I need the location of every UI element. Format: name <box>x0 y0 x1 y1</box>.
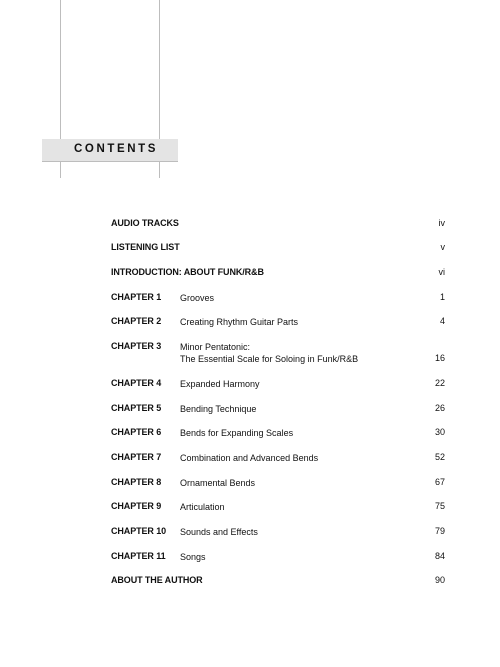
toc-page: 52 <box>434 452 445 462</box>
toc-label: CHAPTER 1 <box>111 292 162 302</box>
toc-label: INTRODUCTION: ABOUT FUNK/R&B <box>111 267 264 277</box>
toc-title: Grooves <box>180 293 215 303</box>
toc-title: Bending Technique <box>180 404 257 414</box>
toc-label: CHAPTER 11 <box>111 551 166 561</box>
toc-title: Songs <box>180 552 206 562</box>
toc-page: 30 <box>434 427 445 437</box>
toc-title: Creating Rhythm Guitar Parts <box>180 317 299 327</box>
toc-page: vi <box>438 267 445 277</box>
toc-title: Articulation <box>180 502 225 512</box>
toc-title: Minor Pentatonic: <box>180 342 251 352</box>
toc-label: CHAPTER 6 <box>111 427 162 437</box>
toc-label: ABOUT THE AUTHOR <box>111 575 203 585</box>
toc-label: LISTENING LIST <box>111 242 180 252</box>
toc-label: CHAPTER 5 <box>111 403 162 413</box>
toc-page: 84 <box>434 551 445 561</box>
toc-title: Combination and Advanced Bends <box>180 453 319 463</box>
toc-page: 1 <box>439 292 445 302</box>
bottom-horizontal-rule <box>42 161 178 162</box>
toc-page: 22 <box>434 378 445 388</box>
toc-title: Bends for Expanding Scales <box>180 428 294 438</box>
toc-label: CHAPTER 10 <box>111 526 167 536</box>
toc-page: 26 <box>434 403 445 413</box>
toc-label: CHAPTER 3 <box>111 341 162 351</box>
toc-label: AUDIO TRACKS <box>111 218 179 228</box>
toc-page: 90 <box>434 575 445 585</box>
toc-page: 67 <box>434 477 445 487</box>
toc-title: Ornamental Bends <box>180 478 256 488</box>
toc-page: 4 <box>439 316 445 326</box>
toc-label: CHAPTER 2 <box>111 316 162 326</box>
toc-page: 75 <box>434 501 445 511</box>
toc-title-line-2: The Essential Scale for Soloing in Funk/R&B <box>180 354 359 364</box>
toc-label: CHAPTER 4 <box>111 378 162 388</box>
contents-heading: CONTENTS <box>74 143 159 155</box>
toc-page: v <box>440 242 445 252</box>
toc-title: Sounds and Effects <box>180 527 258 537</box>
toc-label: CHAPTER 7 <box>111 452 162 462</box>
toc-page: 79 <box>434 526 445 536</box>
toc-label: CHAPTER 8 <box>111 477 162 487</box>
toc-page: iv <box>438 218 445 228</box>
toc-label: CHAPTER 9 <box>111 501 162 511</box>
toc-title: Expanded Harmony <box>180 379 260 389</box>
toc-page: 16 <box>434 353 445 363</box>
